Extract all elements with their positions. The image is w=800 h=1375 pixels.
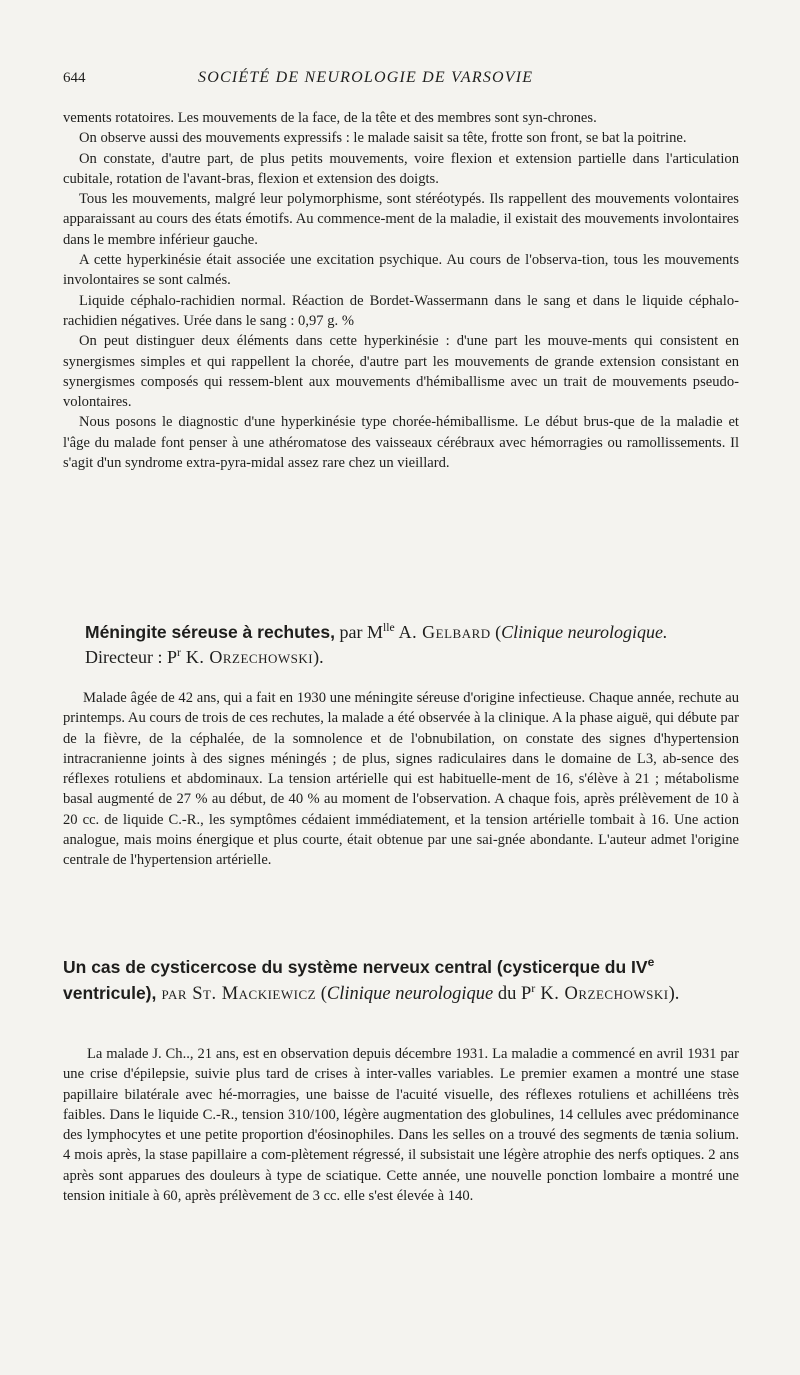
section-3-title (63, 955, 739, 1007)
section-1-body (63, 108, 739, 473)
running-title: SOCIÉTÉ DE NEUROLOGIE DE VARSOVIE (198, 69, 534, 86)
title-clinic: Clinique neurologique. (501, 622, 668, 642)
page-header (63, 66, 740, 94)
section-2-body (63, 688, 739, 871)
title-clinic: Clinique neurologique (326, 984, 494, 1004)
title-paren: ( (316, 984, 327, 1004)
page-number: 644 (63, 70, 86, 86)
title-director-name: K. Orzechowski (180, 647, 314, 667)
title-author: A. Gelbard (394, 622, 491, 642)
title-paren-close: ). (313, 647, 324, 667)
paragraph: Malade âgée de 42 ans, qui a fait en 1930 une méningite séreuse d'origine infectieuse. Chaque année, rechute au printemps. Au cours de trois de ces rechutes, la malade a été observée à la clinique. A la phase aiguë, qui débute par de la fièvre, de la céphalée, de la somnolence et de l'obnubilation, on constate des signes d'hypertension intracranienne joints à des signes méningés ; de plus, signes radiculaires dans le domaine de L3, ab-sence des réflexes rotuliens et abdominaux. La tension artérielle qui est habituelle-ment de 16, s'élève à 21 ; métabolisme basal augmenté de 27 % au début, de 40 % au moment de l'observation. A chaque fois, après prélèvement de 10 à 20 cc. de liquide C.-R., les symptômes cédaient immédiatement, et la tension artérielle tombait à 16. Une action analogue, mais moins énergique et plus courte, était obtenue par une sai-gnée abondante. L'auteur admet l'origine centrale de l'hypertension artérielle. (63, 690, 739, 869)
title-paren: ( (490, 622, 502, 642)
paragraph: Liquide céphalo-rachidien normal. Réaction de Bordet-Wassermann dans le sang et dans le liquide céphalo-rachidien négatives. Urée dans le sang : 0,97 g. % (63, 292, 739, 329)
title-par: par M (334, 622, 383, 642)
title-main: Un cas de cysticercose du système nerveux central (cysticerque du IV (63, 957, 648, 977)
title-main: Méningite séreuse à rechutes, (85, 622, 335, 642)
title-director: Directeur : P (85, 647, 177, 667)
paragraph: On constate, d'autre part, de plus petits mouvements, voire flexion et extension partielle dans l'articulation cubitale, rotation de l'avant-bras, flexion et extension des doigts. (63, 150, 739, 187)
title-du: du P (493, 984, 532, 1004)
paragraph: Tous les mouvements, malgré leur polymorphisme, sont stéréotypés. Ils rappellent des mouvements volontaires apparaissant au cours des états émotifs. Au commence-ment de la maladie, il existait des mouvements involontaires dans le membre inférieur gauche. (63, 191, 739, 248)
section-3-body (63, 1044, 739, 1206)
paragraph: A cette hyperkinésie était associée une excitation psychique. Au cours de l'observa-tion, tous les mouvements involontaires se sont calmés. (63, 252, 739, 289)
title-sup: e (647, 954, 655, 969)
title-prof: K. Orzechowski (535, 984, 669, 1004)
paragraph: On peut distinguer deux éléments dans cette hyperkinésie : d'une part les mouve-ments qui consistent en synergismes simples et qui rappellent la chorée, d'autre part les mouvements de grande extension consistant en synergismes composés qui ressem-blent aux mouvements d'hémiballisme avec un trait de mouvements pseudo-volontaires. (63, 333, 739, 411)
section-2-title (85, 620, 725, 670)
title-paren-close: ). (668, 984, 680, 1004)
title-main-end: ventricule), (63, 983, 157, 1003)
paragraph: Nous posons le diagnostic d'une hyperkinésie type chorée-hémiballisme. Le début brus-que de la maladie et l'âge du malade font penser à une athéromatose des vaisseaux cérébraux avec hémorragies ou ramollissements. Il s'agit d'un syndrome extra-pyra-midal assez rare chez un vieillard. (63, 414, 739, 472)
title-pr-sup: r (176, 646, 181, 659)
paragraph: La malade J. Ch.., 21 ans, est en observation depuis décembre 1931. La maladie a commencé en avril 1931 par une crise d'épilepsie, suivie plus tard de crises à inter-valles variables. Le premier examen a montré une stase papillaire bilatérale avec hé-morragies, une baisse de l'acuité visuelle, des réflexes rotuliens et achilléens très faibles. Dans le liquide C.-R., tension 310/100, légère augmentation des globulines, 14 cellules avec prédominance des lymphocytes et une petite proportion d'éosinophiles. Dans les selles on a trouvé des segments de tænia solium. 4 mois après, la stase papillaire a com-plètement régressé, il subsistait une légère atrophie des nerfs optiques. 2 ans après sont apparues des douleurs à type de sciatique. Cette année, une nouvelle ponction lombaire a montré une tension initiale à 60, après prélèvement de 3 cc. elle s'est élevée à 140. (63, 1046, 739, 1205)
paragraph: On observe aussi des mouvements expressifs : le malade saisit sa tête, frotte son front, se bat la poitrine. (79, 130, 687, 147)
title-mlle-sup: lle (382, 621, 395, 634)
title-pr-sup: r (531, 980, 536, 995)
paragraph: vements rotatoires. Les mouvements de la face, de la tête et des membres sont syn-chrones. (63, 110, 597, 126)
title-author: par St. Mackiewicz (156, 984, 317, 1004)
